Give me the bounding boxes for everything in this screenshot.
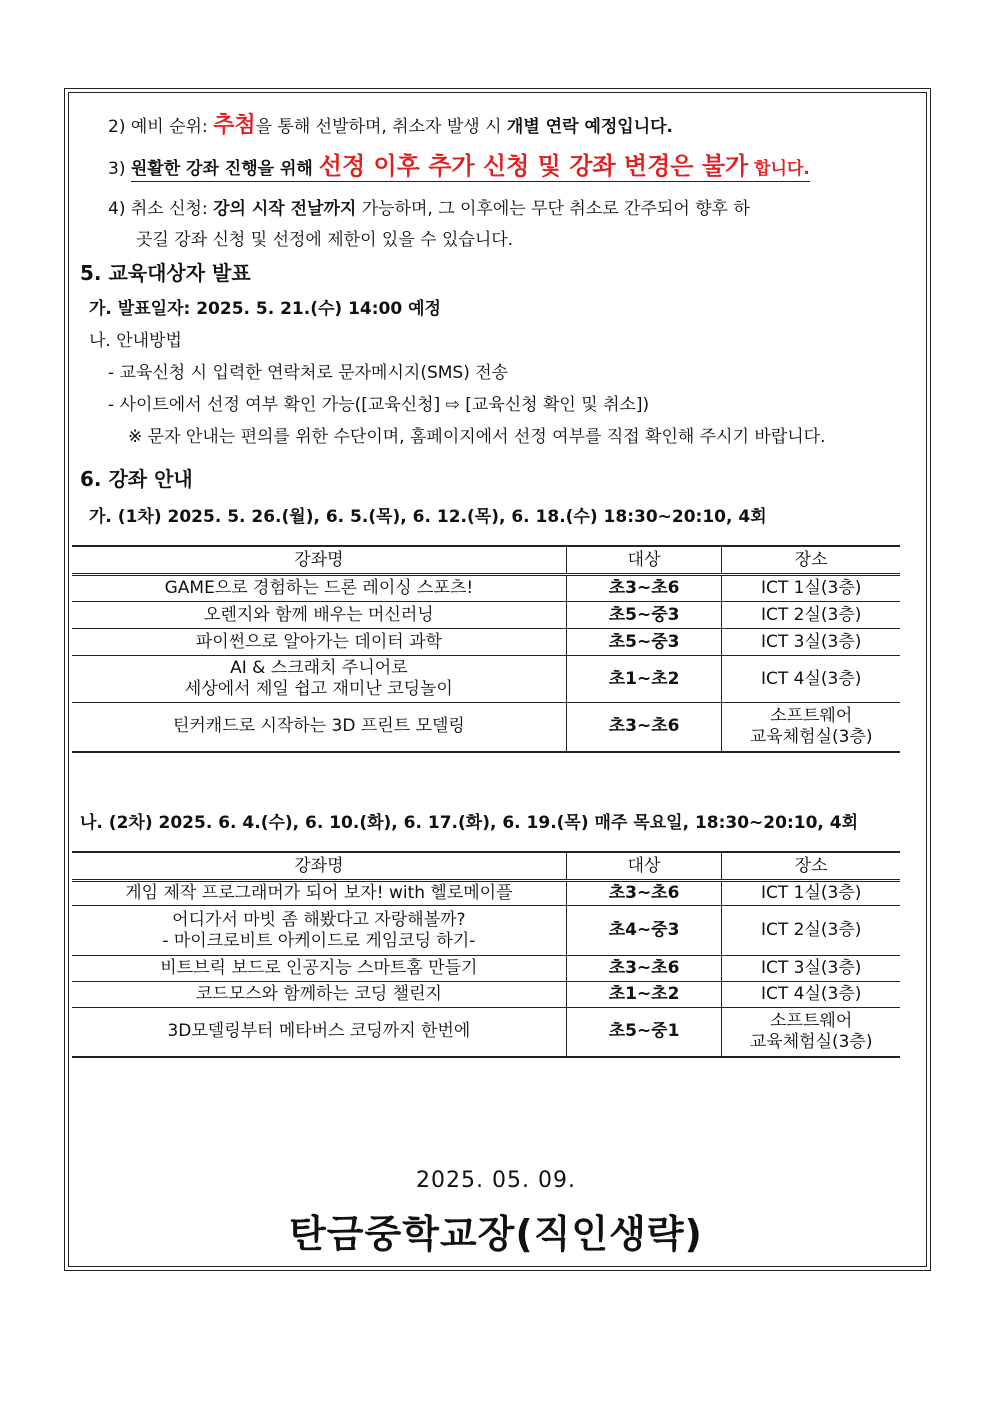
table-row: 3D모델링부터 메타버스 코딩까지 한번에 초5~중1 소프트웨어 교육체험실(3층): [72, 1008, 900, 1057]
no-change-warning: 선정 이후 추가 신청 및 강좌 변경은 불가: [318, 152, 749, 180]
col-course: 강좌명: [72, 852, 566, 881]
table-row: 오렌지와 함께 배우는 머신러닝 초5~중3 ICT 2실(3층): [72, 602, 900, 629]
table-row: 비트브릭 보드로 인공지능 스마트홈 만들기 초3~초6 ICT 3실(3층): [72, 956, 900, 982]
round-1-heading: 가. (1차) 2025. 5. 26.(월), 6. 5.(목), 6. 12.(목), 6. 18.(수) 18:30~20:10, 4회: [89, 507, 767, 527]
notice-item-4-cont: 곳길 강좌 신청 및 선정에 제한이 있을 수 있습니다.: [136, 230, 514, 250]
notice-item-3: 3) 원활한 강좌 진행을 위해 선정 이후 추가 신청 및 강좌 변경은 불가 합니다.: [108, 152, 810, 180]
announce-date: 가. 발표일자: 2025. 5. 21.(수) 14:00 예정: [89, 299, 441, 319]
col-place: 장소: [722, 852, 900, 881]
section-5-title: 5. 교육대상자 발표: [80, 261, 251, 285]
notice-item-4: 4) 취소 신청: 강의 시작 전날까지 가능하며, 그 이후에는 무단 취소로 간주되어 향후 하: [108, 199, 750, 219]
table-row: 게임 제작 프로그래머가 되어 보자! with 헬로메이플 초3~초6 ICT 1실(3층): [72, 881, 900, 906]
table-row: 어디가서 마빗 좀 해봤다고 자랑해볼까? - 마이크로비트 아케이드로 게임코딩 하기- 초4~중3 ICT 2실(3층): [72, 906, 900, 956]
item-3-underlined: 원활한 강좌 진행을 위해 선정 이후 추가 신청 및 강좌 변경은 불가 합니다.: [130, 152, 810, 180]
col-course: 강좌명: [72, 546, 566, 575]
method-site: - 사이트에서 선정 여부 확인 가능([교육신청] ⇨ [교육신청 확인 및 취소]): [108, 395, 650, 415]
table-row: AI & 스크래치 주니어로 세상에서 제일 쉽고 재미난 코딩놀이 초1~초2 ICT 4실(3층): [72, 656, 900, 703]
round-2-table: [72, 851, 900, 1058]
issue-date: 2025. 05. 09.: [416, 1168, 576, 1193]
table-row: 틴커캐드로 시작하는 3D 프린트 모델링 초3~초6 소프트웨어 교육체험실(3층): [72, 703, 900, 752]
col-place: 장소: [722, 546, 900, 575]
round-2-heading: 나. (2차) 2025. 6. 4.(수), 6. 10.(화), 6. 17.(화), 6. 19.(목) 매주 목요일, 18:30~20:10, 4회: [80, 813, 859, 833]
draw-emphasis: 추첨: [213, 113, 256, 138]
col-target: 대상: [566, 852, 722, 881]
table-header: [72, 546, 900, 575]
table-row: GAME으로 경험하는 드론 레이싱 스포츠! 초3~초6 ICT 1실(3층): [72, 575, 900, 602]
notice-item-2: 2) 예비 순위: 추첨을 통해 선발하며, 취소자 발생 시 개별 연락 예정입니다.: [108, 113, 674, 138]
method-title: 나. 안내방법: [89, 331, 182, 351]
table-row: 코드모스와 함께하는 코딩 챌린지 초1~초2 ICT 4실(3층): [72, 982, 900, 1008]
round-1-table: [72, 545, 900, 753]
principal-signature: 탄금중학교장(직인생략): [289, 1212, 703, 1256]
table-row: 파이썬으로 알아가는 데이터 과학 초5~중3 ICT 3실(3층): [72, 629, 900, 656]
section-6-title: 6. 강좌 안내: [80, 467, 193, 491]
table-header: [72, 852, 900, 881]
method-sms: - 교육신청 시 입력한 연락처로 문자메시지(SMS) 전송: [108, 363, 509, 383]
method-note: ※ 문자 안내는 편의를 위한 수단이며, 홈페이지에서 선정 여부를 직접 확인해 주시기 바랍니다.: [128, 427, 826, 447]
col-target: 대상: [566, 546, 722, 575]
